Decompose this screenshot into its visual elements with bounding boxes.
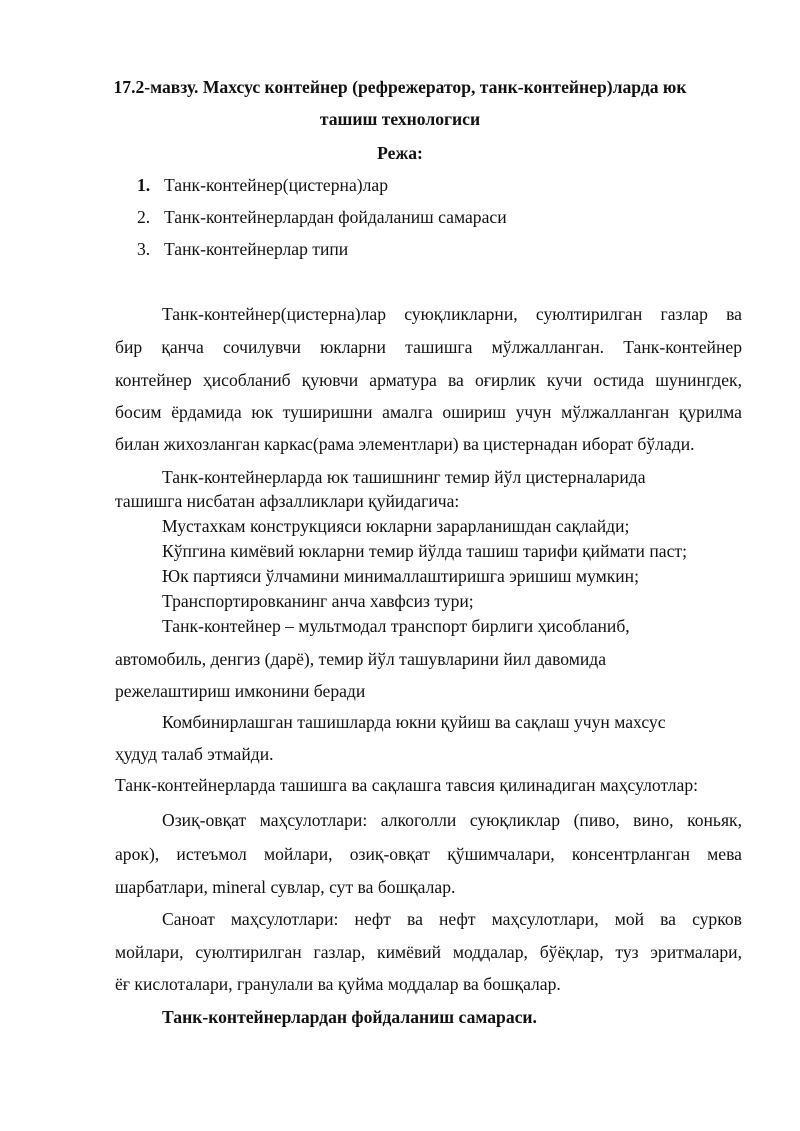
plan-item: Танк-контейнерлардан фойдаланиш самараси xyxy=(164,207,507,227)
plan-heading: Режа: xyxy=(377,143,423,163)
section-heading: Танк-контейнерлардан фойдаланиш самараси. xyxy=(162,1007,537,1027)
plan-item-number: 3. xyxy=(137,239,151,259)
paragraph-line: Танк-контейнерларда юк ташишнинг темир йўл цистерналарида xyxy=(162,467,646,487)
paragraph-line: ёғ кислоталари, гранулали ва қуйма моддалар ва бошқалар. xyxy=(115,974,561,994)
plan-item: Танк-контейнер(цистерна)лар xyxy=(164,175,389,195)
list-item: Мустахкам конструкцияси юкларни зарарланишдан сақлайди; xyxy=(162,516,630,536)
paragraph-line: ҳудуд талаб этмайди. xyxy=(115,744,274,764)
paragraph-line: Танк-контейнер(цистерна)лар суюқликларни, суюлтирилган газлар ва xyxy=(162,304,742,324)
list-item: Транспортировканинг анча хавфсиз тури; xyxy=(162,591,474,611)
paragraph-line: шарбатлари, mineral сувлар, сут ва бошқалар. xyxy=(115,877,456,897)
paragraph-line: бир қанча сочилувчи юкларни ташишга мўлжалланган. Танк-контейнер xyxy=(115,337,742,357)
paragraph-line: Озиқ-овқат маҳсулотлари: алкоголли суюқликлар (пиво, вино, коньяк, xyxy=(162,810,742,830)
paragraph-line: Комбинирлашган ташишларда юкни қуйиш ва сақлаш учун махсус xyxy=(162,712,666,732)
plan-item: Танк-контейнерлар типи xyxy=(164,239,349,259)
paragraph-line: билан жихозланган каркас(рама элементлари) ва цистернадан иборат бўлади. xyxy=(115,434,695,454)
paragraph-line: режелаштириш имконини беради xyxy=(115,681,366,701)
paragraph-line: автомобиль, денгиз (дарё), темир йўл ташувларини йил давомида xyxy=(115,649,607,669)
list-item: Танк-контейнер – мультмодал транспорт бирлиги ҳисобланиб, xyxy=(162,616,630,636)
paragraph-line: мойлари, суюлтирилган газлар, кимёвий моддалар, бўёқлар, туз эритмалари, xyxy=(115,942,742,962)
paragraph-line: Саноат маҳсулотлари: нефт ва нефт маҳсулотлари, мой ва сурков xyxy=(162,909,742,929)
document-title-line-2: ташиш технологиси xyxy=(319,109,481,129)
list-item: Юк партияси ўлчамини минималлаштиришга эришиш мумкин; xyxy=(162,566,639,586)
document-title-line-1: 17.2-мавзу. Махсус контейнер (рефрежератор, танк-контейнер)ларда юк xyxy=(113,77,687,97)
paragraph-products-intro: Танк-контейнерларда ташишга ва сақлашга тавсия қилинадиган маҳсулотлар: xyxy=(115,775,698,795)
paragraph-line: контейнер ҳисобланиб қуювчи арматура ва оғирлик кучи остида шунингдек, xyxy=(115,370,742,390)
plan-item-number: 2. xyxy=(137,207,151,227)
paragraph-line: ташишга нисбатан афзалликлари қуйидагича: xyxy=(115,491,460,511)
paragraph-line: босим ёрдамида юк туширишни амалга ошириш учун мўлжалланган қурилма xyxy=(115,402,742,422)
plan-item-number: 1. xyxy=(137,175,151,195)
paragraph-line: арок), истеъмол мойлари, озиқ-овқат қўшимчалари, консентрланган мева xyxy=(115,844,742,864)
list-item: Кўпгина кимёвий юкларни темир йўлда ташиш тарифи қиймати паст; xyxy=(162,541,687,561)
